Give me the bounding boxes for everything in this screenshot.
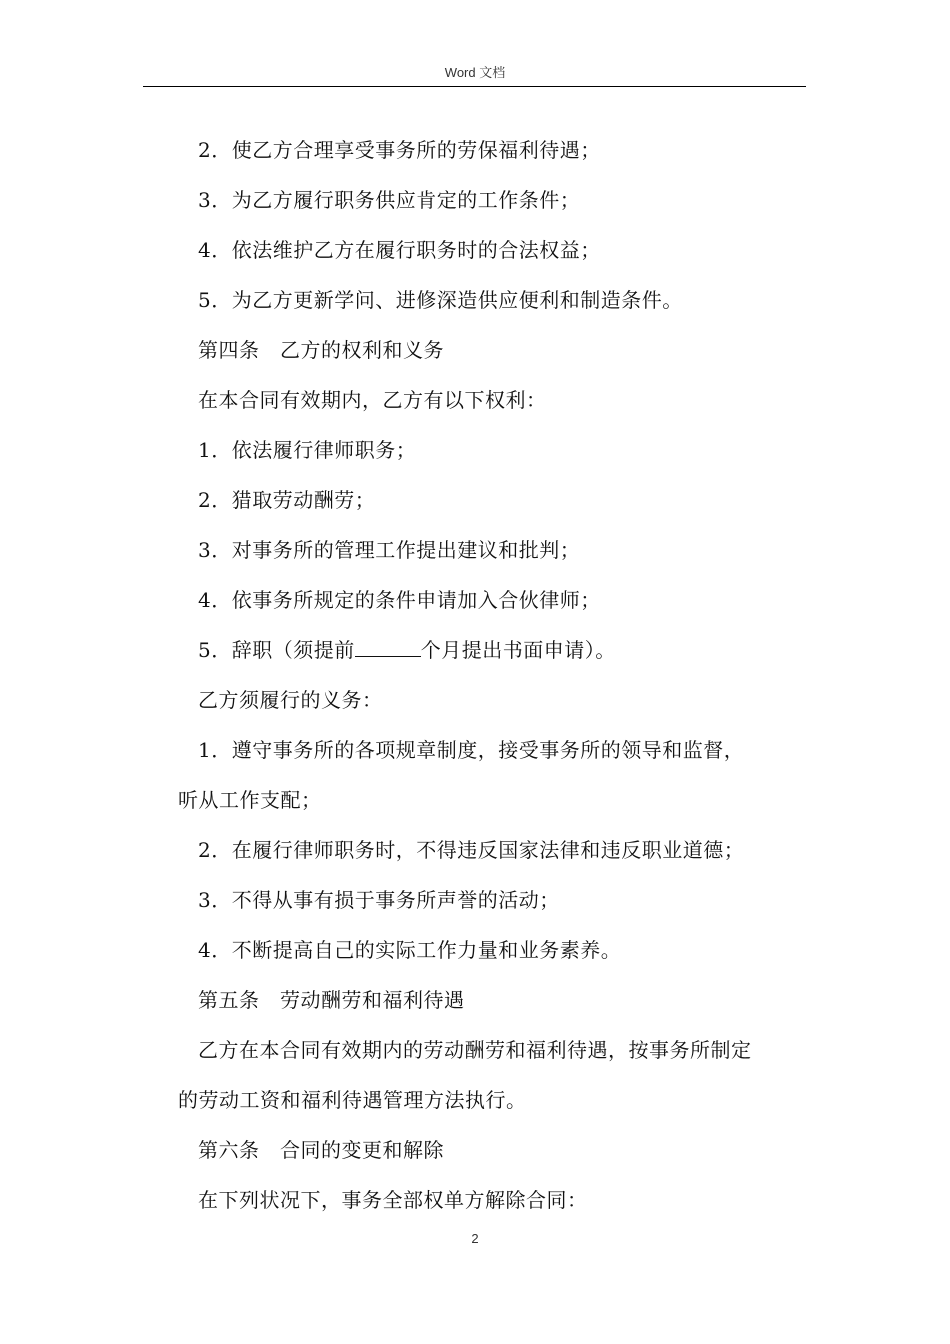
paragraph: 乙方在本合同有效期内的劳动酬劳和福利待遇，按事务所制定	[198, 1038, 752, 1062]
clause-item: 5．为乙方更新学问、进修深造供应便利和制造条件。	[198, 288, 683, 312]
clause-item: 4．依法维护乙方在履行职务时的合法权益；	[198, 238, 601, 262]
page-header: Word 文档	[444, 65, 506, 80]
clause-item: 2．猎取劳动酬劳；	[198, 488, 376, 512]
clause-item: 2．在履行律师职务时，不得违反国家法律和违反职业道德；	[198, 838, 745, 862]
paragraph: 在下列状况下，事务全部权单方解除合同：	[198, 1188, 588, 1212]
header-divider	[143, 86, 806, 87]
paragraph-continuation: 的劳动工资和福利待遇管理方法执行。	[178, 1088, 527, 1112]
clause-item: 1．遵守事务所的各项规章制度，接受事务所的领导和监督，	[198, 738, 745, 762]
resignation-text-after: 个月提出书面申请）。	[420, 638, 616, 662]
page-number: 2	[471, 1231, 479, 1246]
article-heading: 第六条 合同的变更和解除	[198, 1138, 444, 1162]
clause-item: 3．为乙方履行职务供应肯定的工作条件；	[198, 188, 581, 212]
clause-item: 3．对事务所的管理工作提出建议和批判；	[198, 538, 581, 562]
resignation-text-before: 5．辞职（须提前	[198, 638, 355, 662]
paragraph: 乙方须履行的义务：	[198, 688, 383, 712]
paragraph: 在本合同有效期内，乙方有以下权利：	[198, 388, 547, 412]
clause-item-resignation	[198, 638, 616, 662]
article-heading: 第四条 乙方的权利和义务	[198, 338, 444, 362]
clause-item: 4．依事务所规定的条件申请加入合伙律师；	[198, 588, 601, 612]
fill-in-blank	[355, 638, 421, 657]
article-heading: 第五条 劳动酬劳和福利待遇	[198, 988, 465, 1012]
clause-item: 4．不断提高自己的实际工作力量和业务素养。	[198, 938, 622, 962]
clause-item: 3．不得从事有损于事务所声誉的活动；	[198, 888, 560, 912]
clause-item: 2．使乙方合理享受事务所的劳保福利待遇；	[198, 138, 601, 162]
clause-item-continuation: 听从工作支配；	[178, 788, 322, 812]
clause-item: 1．依法履行律师职务；	[198, 438, 417, 462]
